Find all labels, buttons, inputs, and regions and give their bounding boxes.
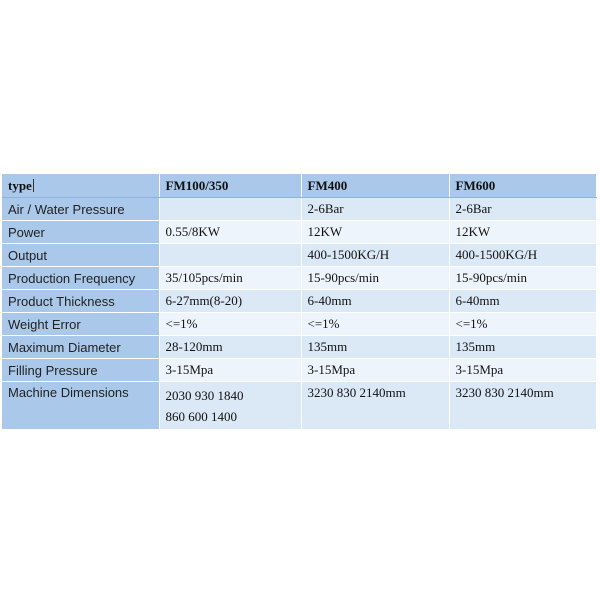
table-row (2, 221, 596, 244)
cell-value: 2-6Bar (301, 198, 449, 221)
table-row (2, 336, 596, 359)
cell-line: 860 600 1400 (165, 409, 237, 424)
cell-line: 2030 930 1840 (165, 388, 244, 403)
cell-value: <=1% (159, 313, 301, 336)
cell-value: 28-120mm (159, 336, 301, 359)
cell-value (159, 244, 301, 267)
cell-value: 6-40mm (301, 290, 449, 313)
header-row (2, 174, 596, 198)
cell-value: 15-90pcs/min (301, 267, 449, 290)
text-cursor (33, 179, 34, 192)
table-row (2, 359, 596, 382)
header-type: type (2, 174, 159, 198)
row-label: Machine Dimensions (2, 382, 159, 430)
table-row (2, 382, 596, 430)
cell-value: 3-15Mpa (449, 359, 596, 382)
header-fm600: FM600 (449, 174, 596, 198)
row-label: Weight Error (2, 313, 159, 336)
cell-value: 2-6Bar (449, 198, 596, 221)
cell-value: 135mm (301, 336, 449, 359)
cell-value (159, 382, 301, 430)
table-row (2, 313, 596, 336)
cell-value: 3-15Mpa (301, 359, 449, 382)
cell-value: 12KW (449, 221, 596, 244)
cell-value: 6-27mm(8-20) (159, 290, 301, 313)
cell-value: 3230 830 2140mm (449, 382, 596, 430)
cell-value: 400-1500KG/H (301, 244, 449, 267)
cell-value: 12KW (301, 221, 449, 244)
table-row (2, 244, 596, 267)
cell-value: 6-40mm (449, 290, 596, 313)
cell-value: 0.55/8KW (159, 221, 301, 244)
cell-value: 400-1500KG/H (449, 244, 596, 267)
row-label: Production Frequency (2, 267, 159, 290)
table-row (2, 267, 596, 290)
row-label: Air / Water Pressure (2, 198, 159, 221)
cell-value (159, 198, 301, 221)
row-label: Maximum Diameter (2, 336, 159, 359)
header-fm400: FM400 (301, 174, 449, 198)
cell-value: <=1% (449, 313, 596, 336)
cell-value: 135mm (449, 336, 596, 359)
table-row (2, 198, 596, 221)
row-label: Power (2, 221, 159, 244)
row-label: Filling Pressure (2, 359, 159, 382)
spec-table (2, 174, 597, 430)
header-fm100-350: FM100/350 (159, 174, 301, 198)
table-row (2, 290, 596, 313)
cell-value: 3-15Mpa (159, 359, 301, 382)
cell-value: <=1% (301, 313, 449, 336)
cell-value: 15-90pcs/min (449, 267, 596, 290)
row-label: Output (2, 244, 159, 267)
row-label: Product Thickness (2, 290, 159, 313)
cell-value: 35/105pcs/min (159, 267, 301, 290)
cell-value: 3230 830 2140mm (301, 382, 449, 430)
